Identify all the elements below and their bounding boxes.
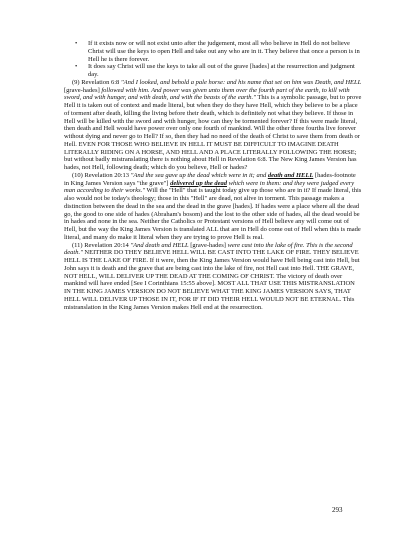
scripture-quote: which were in them: and they were judged every man according to their works.": [64, 179, 355, 195]
emphasized-quote: delivered up the dead: [170, 179, 227, 187]
emphasized-quote: death and HELL: [267, 171, 314, 179]
bracket-note: [grave-hades]: [188, 241, 228, 249]
commentary-text: Will the "Hell" that is taught today give up those who are in it? If made literal, this also would not be today's theology; those in this "Hell" are dead, not alive in torment. This passage makes a distinction between the dead in the sea and the dead in the grave [hades]. If hades were a place where all the dead go, the good to one side of hades (Abraham's bosom) and the lost to the other side of hades, all the dead would be in hades and none in the sea. Neither the Catholics or Protestant versions of Hell believe any will come out of Hell, but the way the King James Version is translated ALL that are in Hell do come out of Hell when this is made literal, and many do make it literal when they are trying to prove Hell is real.: [64, 187, 362, 241]
bullet-icon: •: [75, 63, 78, 71]
scripture-quote: "And the sea gave up the dead which were in it; and: [130, 171, 268, 179]
scripture-quote: were cast into the lake of fire. This is the second death.": [64, 241, 353, 257]
bullet-item: [64, 63, 362, 79]
bullet-text: It does say Christ will use the keys to take all out of the grave [hades] at the resurrection and judgment day.: [88, 63, 355, 78]
commentary-text: This is a symbolic passage, but to prove Hell it is taken out of context and made literal, but when they do they have Hell, which they believe to be a place of torment after death, killing the living before their death, which is definitely not what they believe. If those in Hell will be killed with the sword and with hunger, how can they be tormented forever? If this were made literal, then death and Hell would have power over only one fourth of mankind. Will the other three fourths live forever without dying and never go to Hell? If so, then they had no need of the death of Christ to save them from death or Hell. EVEN FOR THOSE WHO BELIEVE IN HELL IT MUST BE DIFFICULT TO IMAGINE DEATH LITERALLY RIDING ON A HORSE, AND HELL AND A PLACE LITERALLY FOLLOWING THE HORSE; but without badly mistranslating there is nothing about Hell in Revelation 6:8. The New King James Version has hades, not Hell, following death; which do you believe, Hell or hades?: [64, 94, 362, 171]
verse-reference: (10) Revelation 20:13: [72, 171, 131, 179]
bullet-text: If it exists now or will not exist unto after the judgement, most all who believe in Hell do not believe Christ will use the keys to open Hell and take out any who are in it. They believe that once a person is in Hell he is there forever.: [88, 40, 360, 63]
bullet-list: [64, 40, 362, 79]
verse-reference: (11) Revelation 20:14: [72, 241, 131, 249]
scripture-quote: followed with him. And power was given unto them over the fourth part of the earth, to kill with sword, and with hunger, and with death, and with the beasts of the earth.": [64, 86, 350, 102]
bullet-item: [64, 40, 362, 63]
verse-reference: (9) Revelation 6:8: [72, 78, 121, 86]
scripture-quote: "And I looked, and behold a pale horse: and his name that set on him was Death, and HELL: [120, 78, 362, 86]
bracket-note: [grave-hades]: [64, 86, 102, 94]
page-body: [64, 40, 362, 311]
paragraph-revelation-20-14: [64, 242, 362, 312]
bullet-icon: •: [75, 40, 78, 47]
commentary-text: NEITHER DO THEY BELIEVE HELL WILL BE CAST INTO THE LAKE OF FIRE. THEY BELIEVE HELL IS THE LAKE OF FIRE. If it were, then the King James Version would have Hell being cast into Hell, but John says it is death and the grave that are being cast into the lake of fire, not Hell cast into Hell. THE GRAVE, NOT HELL, WILL DELIVER UP THE DEAD AT THE COMING OF CHRIST. The victory of death over mankind will have ended [See I Corinthians 15:55 above]. MOST ALL THAT USE THIS MISTRANSLATION IN THE KING JAMES VERSION DO NOT BELIEVE WHAT THE KING JAMES VERSION SAYS, THAT HELL WILL DELIVER UP THOSE IN IT, FOR IF IT DID THEIR HELL WOULD NOT BE ETERNAL. This mistranslation in the King James Version makes Hell end at the resurrection.: [64, 249, 360, 311]
scripture-quote: "And death and HELL: [130, 241, 189, 249]
paragraph-revelation-20-13: [64, 172, 362, 242]
bracket-note: [hades-footnote in King James Version says "the grave"]: [64, 171, 356, 187]
paragraph-revelation-6-8: [64, 79, 362, 172]
page-number: 293: [332, 506, 343, 514]
